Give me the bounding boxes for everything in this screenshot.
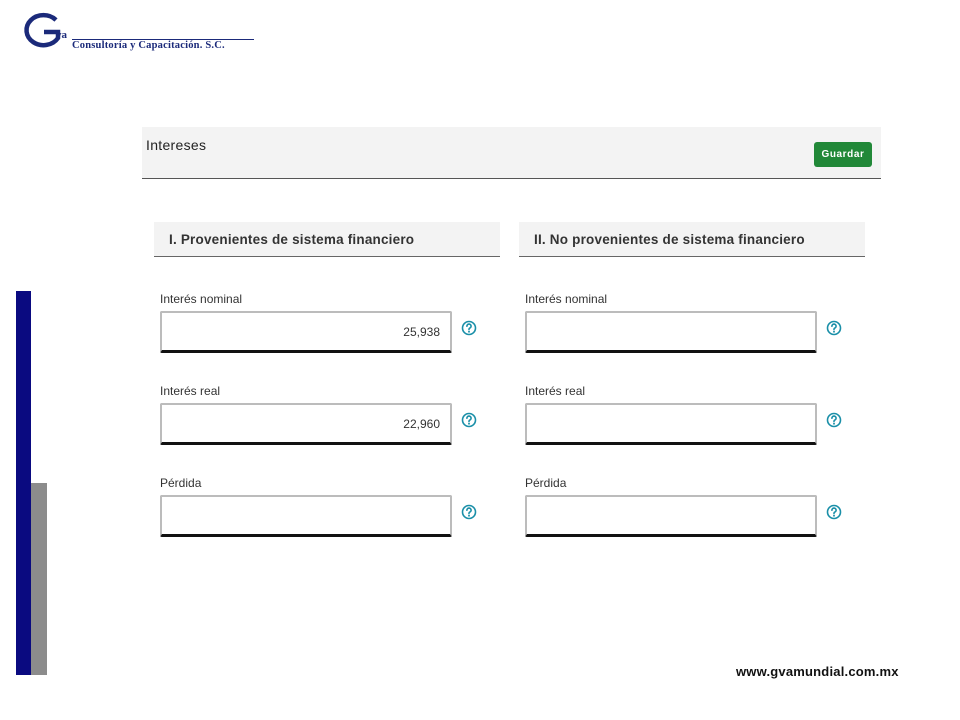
real-interest-input[interactable] <box>160 403 452 445</box>
field-loss <box>525 476 817 537</box>
field-label: Interés real <box>160 384 221 398</box>
section-non-financial <box>519 222 865 490</box>
field-nominal-interest <box>525 292 817 353</box>
website-url: www.gvamundial.com.mx <box>736 664 899 679</box>
help-icon[interactable] <box>826 320 842 336</box>
field-nominal-interest <box>160 292 452 353</box>
decorative-bar-gray <box>31 483 47 675</box>
nominal-interest-input[interactable] <box>160 311 452 353</box>
help-icon[interactable] <box>461 504 477 520</box>
nominal-interest-input[interactable] <box>525 311 817 353</box>
decorative-bar-blue <box>16 291 31 675</box>
help-icon[interactable] <box>826 412 842 428</box>
section-financial <box>154 222 500 490</box>
field-label: Interés nominal <box>160 292 243 306</box>
gva-logo-mark <box>20 12 80 52</box>
section-title: I. Provenientes de sistema financiero <box>154 222 500 257</box>
loss-input[interactable] <box>525 495 817 537</box>
form-header <box>142 127 881 179</box>
help-icon[interactable] <box>461 320 477 336</box>
company-name: Consultoría y Capacitación. S.C. <box>72 40 225 51</box>
field-real-interest <box>160 384 452 445</box>
help-icon[interactable] <box>826 504 842 520</box>
field-loss <box>160 476 452 537</box>
svg-text:va: va <box>56 29 67 41</box>
field-label: Interés real <box>525 384 586 398</box>
field-label: Interés nominal <box>525 292 608 306</box>
field-label: Pérdida <box>525 476 567 490</box>
page-title: Intereses <box>146 137 207 153</box>
field-real-interest <box>525 384 817 445</box>
help-icon[interactable] <box>461 412 477 428</box>
section-title: II. No provenientes de sistema financiero <box>519 222 865 257</box>
field-label: Pérdida <box>160 476 202 490</box>
company-logo <box>20 12 256 58</box>
loss-input[interactable] <box>160 495 452 537</box>
real-interest-input[interactable] <box>525 403 817 445</box>
save-button[interactable]: Guardar <box>814 142 872 167</box>
